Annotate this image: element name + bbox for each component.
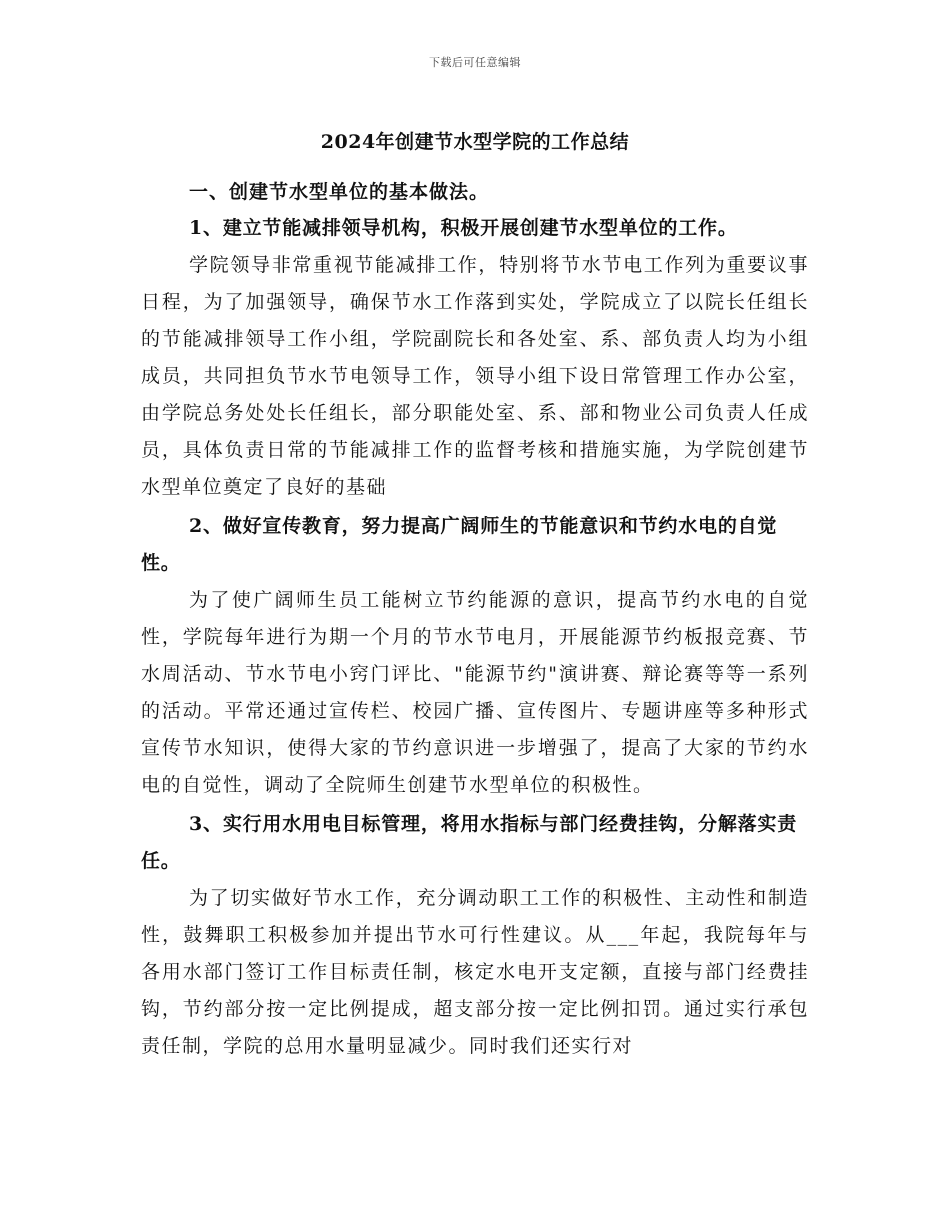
document-title: 2024年创建节水型学院的工作总结	[320, 131, 630, 153]
section-heading: 一、创建节水型单位的基本做法。	[189, 181, 490, 203]
header-note: 下载后可任意编辑	[429, 56, 521, 69]
item3-heading: 3、实行用水用电目标管理，将用水指标与部门经费挂钩，分解落实责任。	[141, 813, 798, 872]
item1-heading: 1、建立节能减排领导机构，积极开展创建节水型单位的工作。	[189, 217, 738, 239]
item1-paragraph: 学院领导非常重视节能减排工作，特别将节水节电工作列为重要议事日程，为了加强领导，确保节水工作落到实处，学院成立了以院长任组长的节能减排领导工作小组，学院副院长和各处室、系、部负责人均为小组成员，共同担负节水节电领导工作，领导小组下设日常管理工作办公室，由学院总务处处长任组长，部分职能处室、系、部和物业公司负责人任成员，具体负责日常的节能减排工作的监督考核和措施实施，为学院创建节水型单位奠定了良好的基础	[141, 254, 809, 498]
document-body	[141, 124, 809, 1065]
item3-paragraph: 为了切实做好节水工作，充分调动职工工作的积极性、主动性和制造性，鼓舞职工积极参加并提出节水可行性建议。从___年起，我院每年与各用水部门签订工作目标责任制，核定水电开支定额，直接与部门经费挂钩，节约部分按一定比例提成，超支部分按一定比例扣罚。通过实行承包责任制，学院的总用水量明显减少。同时我们还实行对	[141, 887, 809, 1057]
item2-heading: 2、做好宣传教育，努力提高广阔师生的节能意识和节约水电的自觉性。	[141, 515, 778, 574]
item2-paragraph: 为了使广阔师生员工能树立节约能源的意识，提高节约水电的自觉性，学院每年进行为期一个月的节水节电月，开展能源节约板报竞赛、节水周活动、节水节电小窍门评比、"能源节约"演讲赛、辩论赛等等一系列的活动。平常还通过宣传栏、校园广播、宣传图片、专题讲座等多种形式宣传节水知识，使得大家的节约意识进一步增强了，提高了大家的节约水电的自觉性，调动了全院师生创建节水型单位的积极性。	[141, 589, 809, 796]
